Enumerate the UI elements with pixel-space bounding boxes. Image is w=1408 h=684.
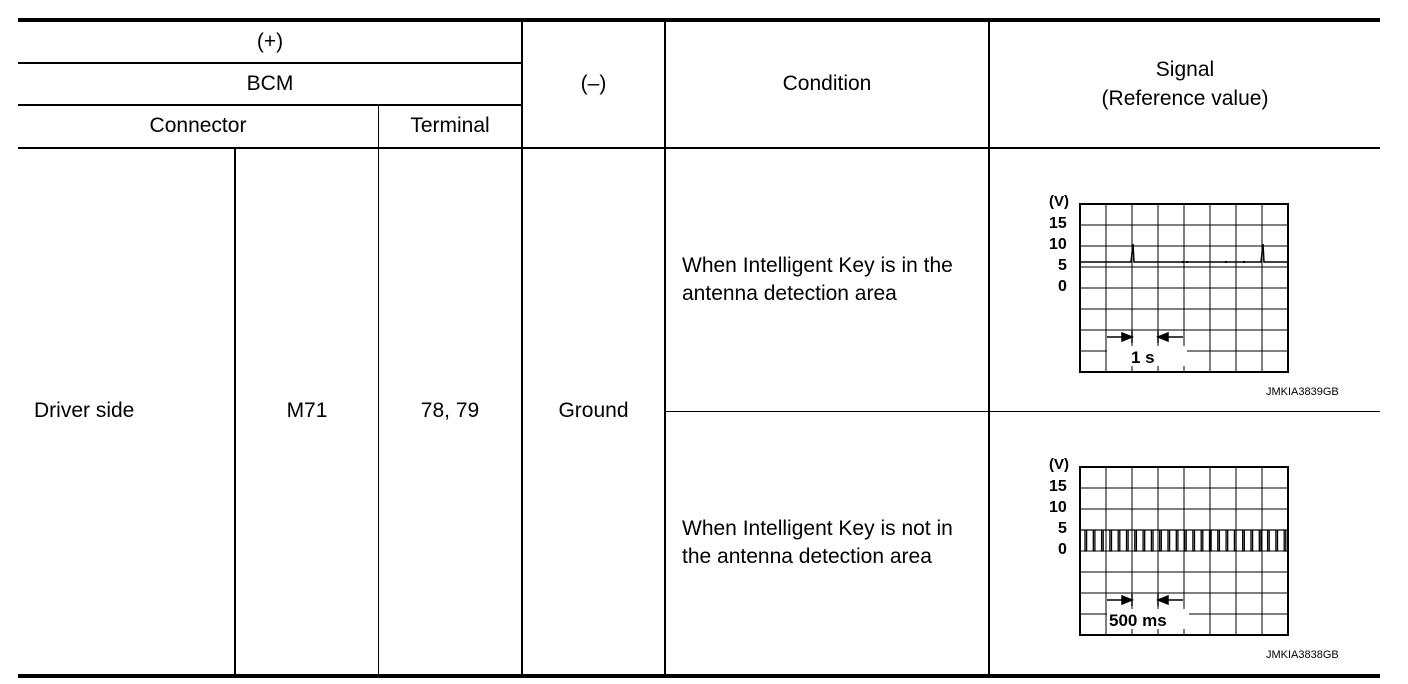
condition-not-in-area: [682, 412, 987, 674]
header-plus: (+): [256, 29, 284, 53]
header-minus: (–): [580, 72, 607, 96]
header-signal: [990, 22, 1380, 147]
y-tick-label: 5: [1058, 257, 1067, 274]
waveform-trace: [1080, 530, 1288, 551]
header-connector: Connector: [149, 114, 247, 138]
time-span-arrows: [1107, 594, 1183, 606]
y-tick-label: 15: [1049, 215, 1067, 232]
condition-in-area: [682, 149, 987, 411]
header-signal-subtitle: (Reference value): [1101, 86, 1269, 110]
row-connector: M71: [286, 399, 328, 423]
y-tick-label: 0: [1058, 541, 1067, 558]
y-tick-label: 10: [1049, 236, 1067, 253]
time-scale-label: 1 s: [1131, 348, 1155, 367]
time-scale-label: 500 ms: [1109, 611, 1167, 630]
figure-code: JMKIA3838GB: [1266, 649, 1339, 661]
row-location: Driver side: [34, 399, 135, 423]
table-bottom-border: [18, 674, 1380, 678]
header-condition: Condition: [782, 72, 872, 96]
row-terminal: 78, 79: [420, 399, 480, 423]
row-minus: Ground: [558, 399, 629, 423]
header-terminal: Terminal: [410, 114, 490, 138]
condition-in-area-line2: antenna detection area: [682, 282, 897, 305]
condition-in-area-line1: When Intelligent Key is in the: [682, 253, 953, 277]
time-span-arrows: [1107, 331, 1183, 343]
condition-not-in-area-line1: When Intelligent Key is not in: [682, 516, 953, 540]
y-axis-unit: (V): [1049, 193, 1069, 210]
y-tick-label: 15: [1049, 478, 1067, 495]
y-tick-label: 0: [1058, 278, 1067, 295]
signal-waveform-in-area: [1045, 190, 1295, 380]
y-axis-unit: (V): [1049, 456, 1069, 473]
signal-waveform-not-in-area: [1045, 453, 1295, 643]
header-signal-title: Signal: [1155, 58, 1215, 82]
figure-code: JMKIA3839GB: [1266, 386, 1339, 398]
condition-not-in-area-line2: the antenna detection area: [682, 545, 932, 568]
y-tick-label: 10: [1049, 499, 1067, 516]
header-unit: BCM: [246, 71, 294, 95]
y-tick-label: 5: [1058, 520, 1067, 537]
